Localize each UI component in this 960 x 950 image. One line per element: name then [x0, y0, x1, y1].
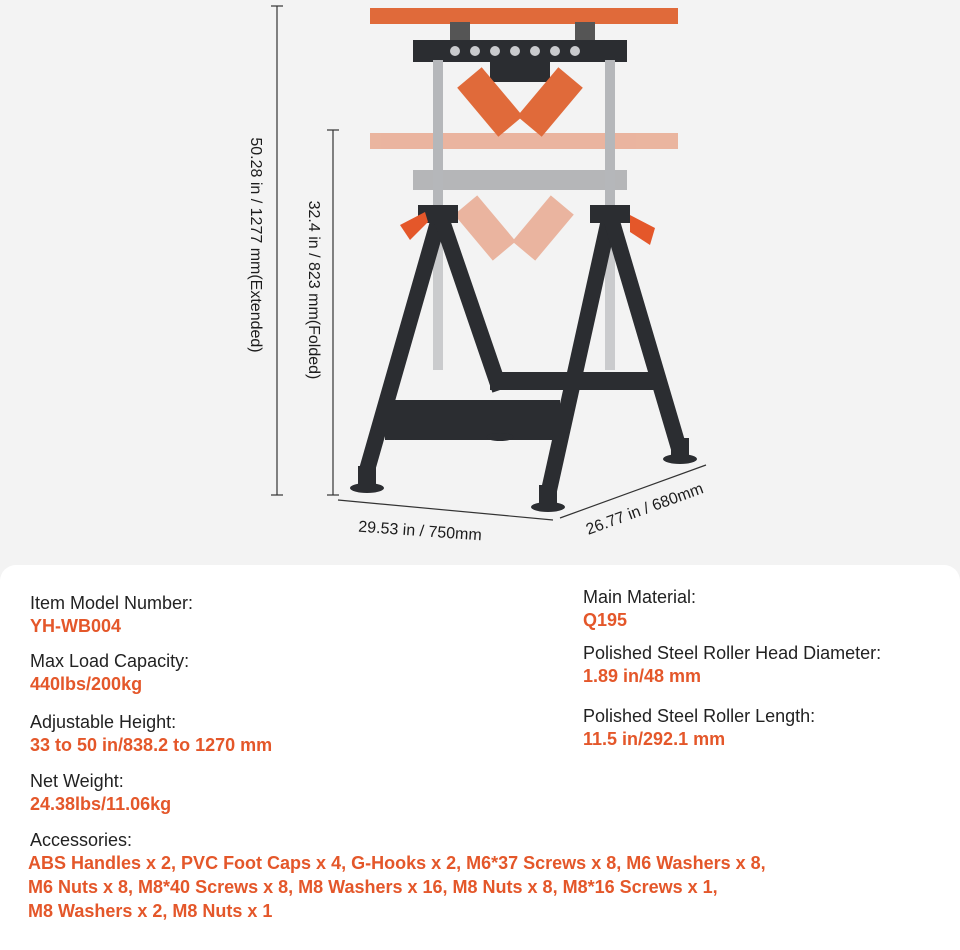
frame-legs: [367, 215, 680, 495]
spec-load: [30, 650, 189, 696]
spec-value: Q195: [583, 610, 628, 630]
spec-height: [30, 711, 272, 757]
spec-value: 33 to 50 in/838.2 to 1270 mm: [30, 735, 273, 755]
spec-material: [583, 586, 696, 632]
spec-roller-length: [583, 705, 815, 751]
spec-value: 440lbs/200kg: [30, 674, 143, 694]
spec-label: Max Load Capacity:: [30, 651, 190, 671]
spec-value: 1.89 in/48 mm: [583, 666, 702, 686]
left-handle: [400, 212, 428, 240]
spec-label: Accessories:: [30, 830, 133, 850]
right-handle: [630, 215, 655, 245]
spec-label: Net Weight:: [30, 771, 124, 791]
height-folded-label: 32.4 in / 823 mm(Folded): [305, 200, 322, 380]
spec-label: Item Model Number:: [30, 593, 194, 613]
height-extended-label: 50.28 in / 1277 mm(Extended): [247, 137, 264, 353]
accessories-list: [28, 851, 928, 923]
width-label: 29.53 in / 750mm: [357, 518, 483, 545]
specification-card: [0, 565, 960, 950]
depth-label: 26.77 in / 680mm: [583, 480, 706, 539]
spec-label: Polished Steel Roller Length:: [583, 706, 816, 726]
spec-label: Adjustable Height:: [30, 712, 177, 732]
spec-label: Polished Steel Roller Head Diameter:: [583, 643, 882, 663]
spec-accessories: [30, 829, 132, 851]
spec-value: 11.5 in/292.1 mm: [583, 729, 726, 749]
accessories-line-1: ABS Handles x 2, PVC Foot Caps x 4, G-Hooks x 2, M6*37 Screws x 8, M6 Washers x 8,: [28, 853, 766, 873]
spec-value: 24.38lbs/11.06kg: [30, 794, 172, 814]
spec-label: Main Material:: [583, 587, 697, 607]
folded-position-ghost: [370, 133, 678, 370]
spec-weight: [30, 770, 171, 816]
spec-roller-diameter: [583, 642, 881, 688]
rear-brace: [490, 372, 655, 390]
spec-value: YH-WB004: [30, 616, 122, 636]
spec-model: [30, 592, 193, 638]
lower-brace: [385, 400, 560, 440]
accessories-line-2: M6 Nuts x 8, M8*40 Screws x 8, M8 Washers x 16, M8 Nuts x 8, M8*16 Screws x 1,: [28, 877, 718, 897]
accessories-line-3: M8 Washers x 2, M8 Nuts x 1: [28, 901, 273, 921]
